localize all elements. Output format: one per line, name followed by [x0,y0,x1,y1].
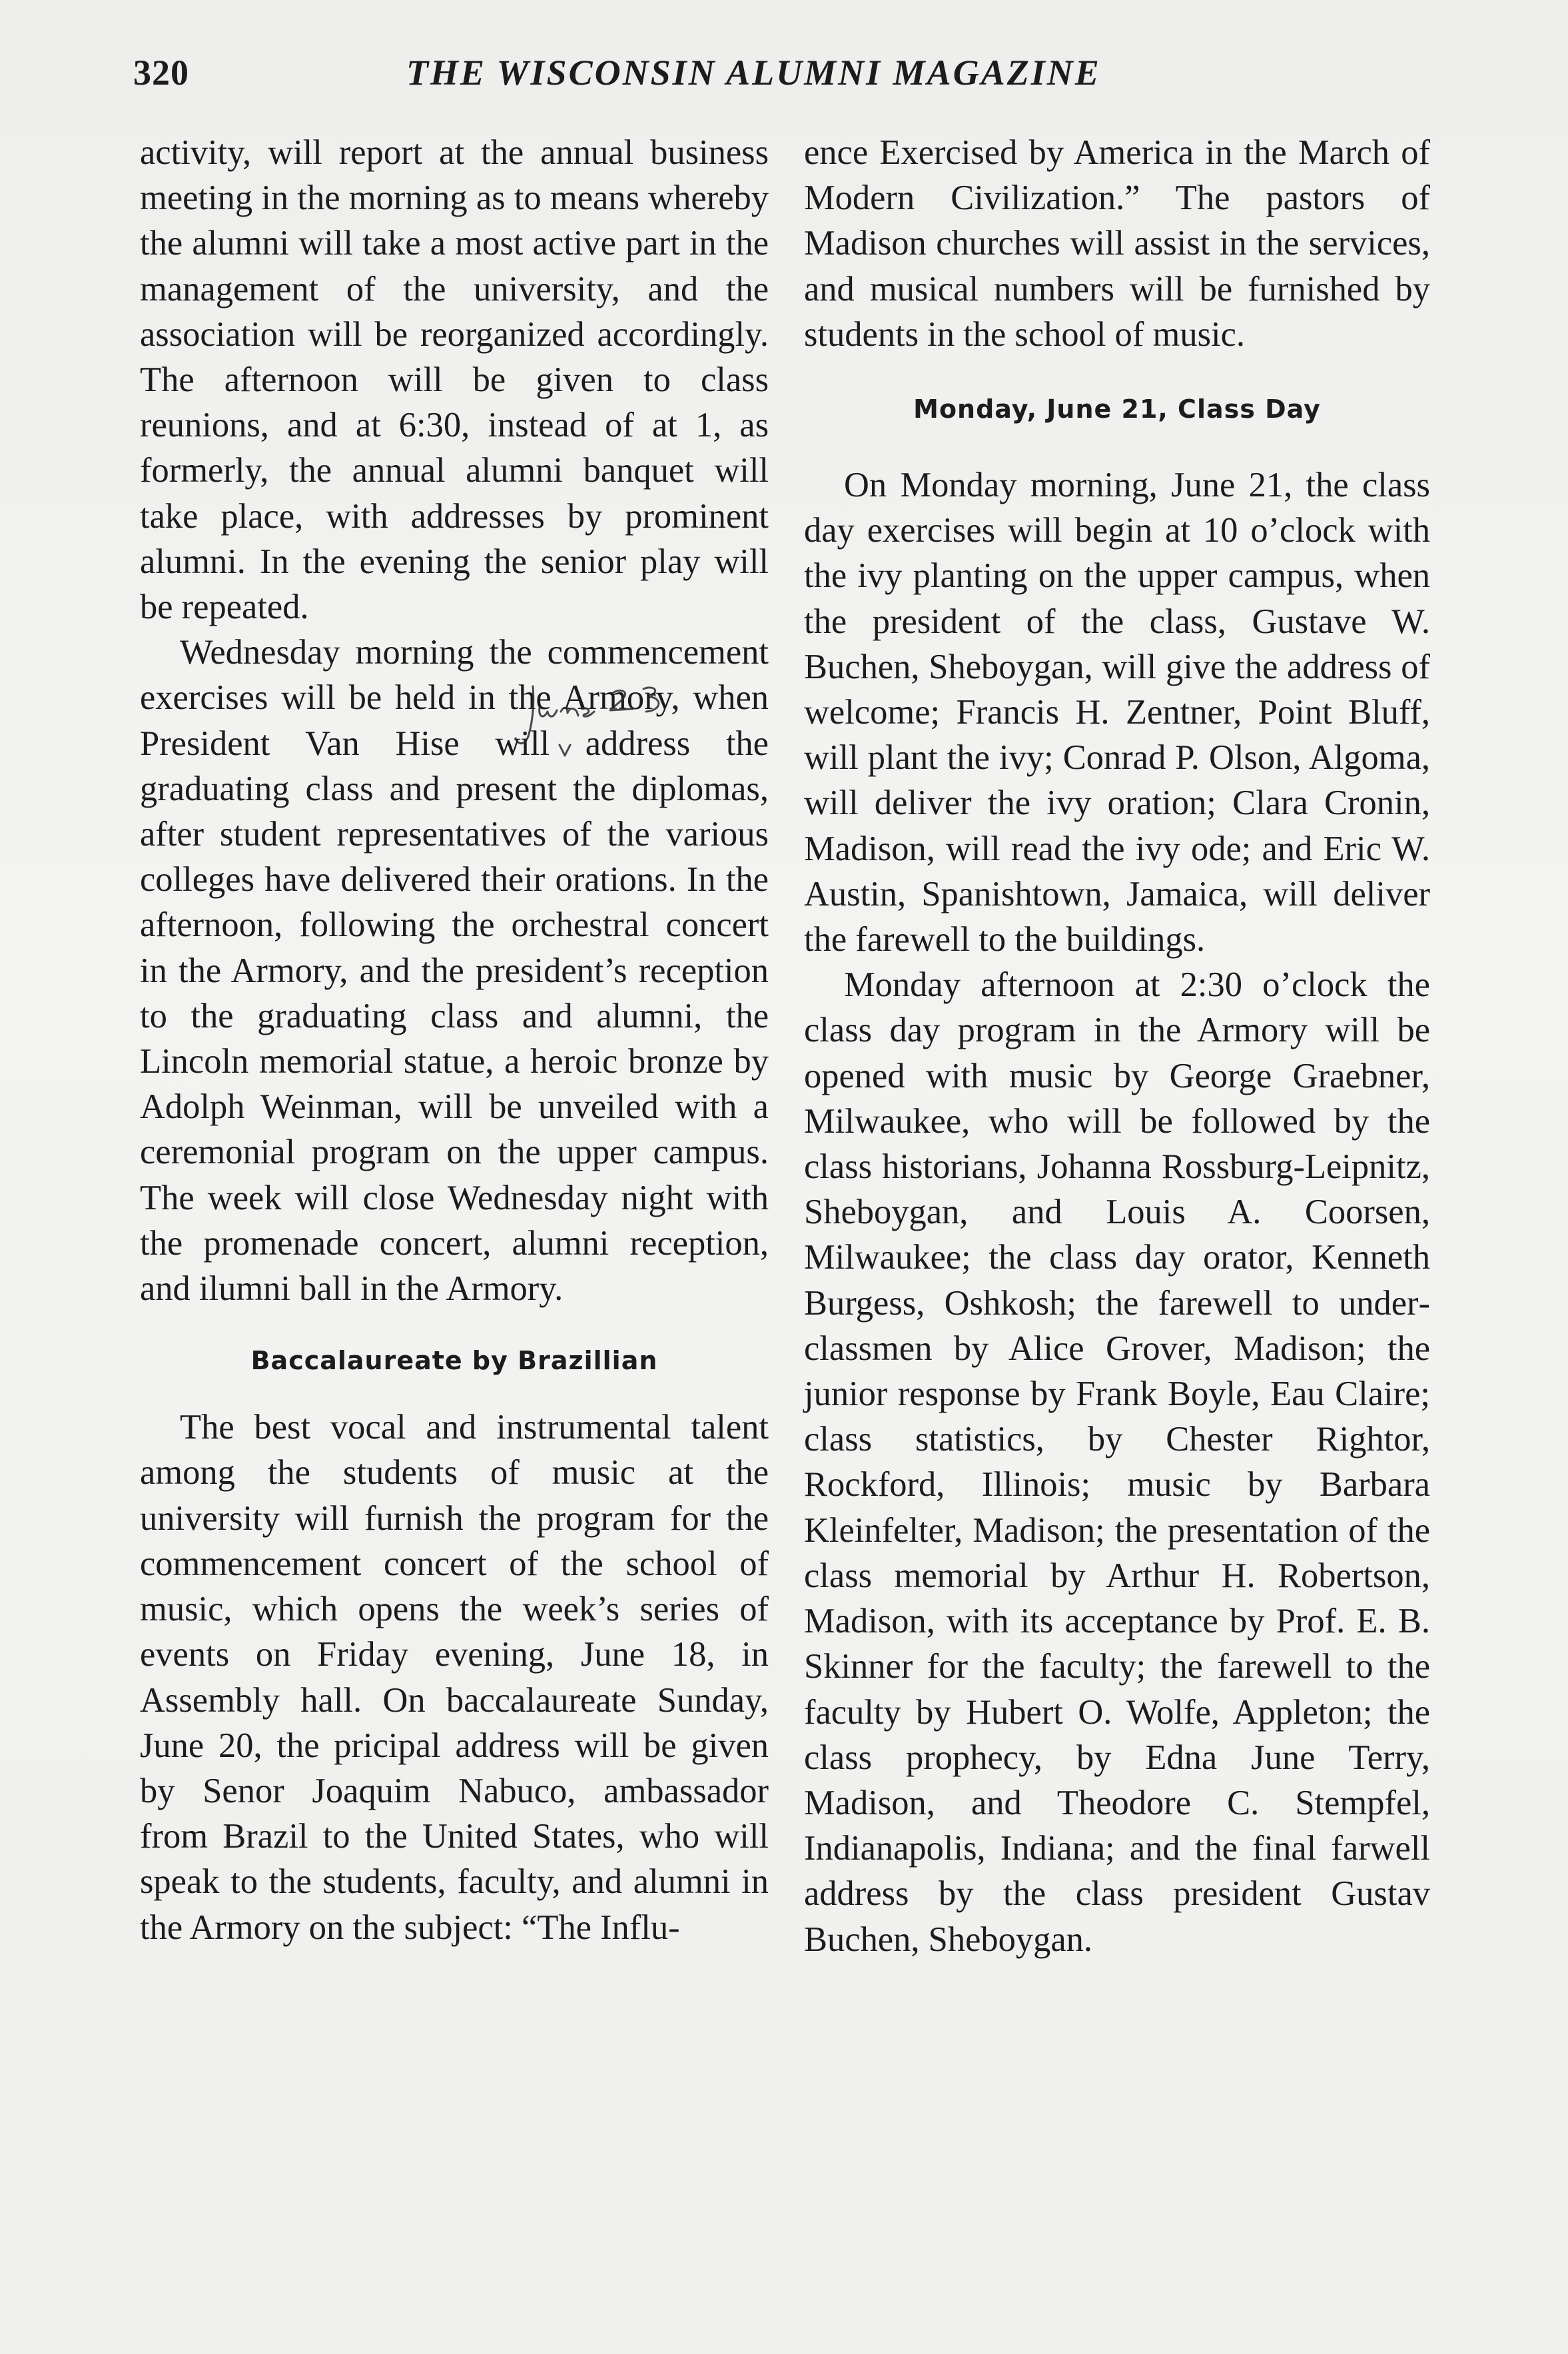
right-paragraph-2: On Monday morning, June 21, the class day exercises will begin at 10 o’clock with the ivy planting on the upper campus, when the president of the class, Gustave W. Buchen, Sheboygan, will give the address of welcome; Francis H. Zentner, Point Bluff, will plant the ivy; Conrad P. Olson, Algoma, will deliver the ivy oration; Clara Cronin, Madison, will read the ivy ode; and Eric W. Austin, Spanishtown, Jamaica, will deliver the farewell to the buildings. [804,466,1430,959]
magazine-title: THE WISCONSIN ALUMNI MAGAZINE [406,53,1101,93]
left-column [140,130,769,1950]
handwritten-annotation-june-23 [513,673,733,766]
handwriting-stroke [610,690,633,710]
handwriting-stroke [643,688,659,712]
handwriting-stroke [582,708,594,716]
handwriting-stroke [516,686,534,744]
page-header [133,52,1439,105]
section-heading-baccalaureate: Baccalaureate by Brazillian [250,1346,658,1376]
right-paragraph-3: Monday afternoon at 2:30 o’clock the class day program in the Armory will be opened with music by George Graebner, Milwaukee, who will be followed by the class historians, Johanna Rossburg-Leipnitz, Sheboygan, and Louis A. Coorsen, Milwaukee; the class day orator, Kenneth Burgess, Oshkosh; the farewell to underclassmen by Alice Grover, Madison; the junior response by Frank Boyle, Eau Claire; class statistics, by Chester Rightor, Rockford, Illinois; music by Barbara Kleinfelter, Madison; the presentation of the class memorial by Arthur H. Robertson, Madison, with its acceptance by Prof. E. B. Skinner for the faculty; the farewell to the faculty by Hubert O. Wolfe, Appleton; the class prophecy, by Edna June Terry, Madison, and Theodore C. Stempfel, Indianapolis, Indiana; and the final farwell address by the class president Gustav Buchen, Sheboygan. [804,965,1430,1959]
handwriting-caret [560,745,570,756]
section-heading-class-day: Monday, June 21, Class Day [913,394,1321,424]
page-number: 320 [133,53,189,93]
handwriting-stroke [540,708,557,716]
handwriting-stroke [561,708,578,716]
right-column [804,130,1430,1962]
left-paragraph-1: activity, will report at the annual business meeting in the morning as to means whereby the alumni will take a most active part in the management of the university, and the association will be reorganized accordingly. The afternoon will be given to class reunions, and at 6:30, instead of at 1, as formerly, the annual alumni banquet will take place, with addresses by prominent alumni. In the evening the senior play will be repeated. [140,133,769,627]
left-paragraph-3: The best vocal and instrumental talent among the students of music at the university will furnish the program for the commencement concert of the school of music, which opens the week’s series of events on Friday evening, June 18, in Assembly hall. On baccalaureate Sunday, June 20, the pricipal address will be given by Senor Joaquim Nabuco, ambassador from Brazil to the United States, who will speak to the students, faculty, and alumni in the Armory on the subject: “The Influ- [140,1408,769,1947]
right-paragraph-1: ence Exercised by America in the March of Modern Civilization.” The pastors of Madison churches will assist in the services, and musical numbers will be furnished by students in the school of music. [804,133,1430,354]
left-paragraph-2: Wednesday morning the commencement exercises will be held in the Armory, when President Van Hise will address the graduating class and present the diplomas, after student representatives of the various colleges have delivered their orations. In the afternoon, following the orchestral concert in the Armory, and the president’s reception to the graduating class and alumni, the Lincoln memorial statue, a heroic bronze by Adolph Weinman, will be unveiled with a ceremonial program on the upper campus. The week will close Wednesday night with the promenade concert, alumni reception, and ilumni ball in the Armory. [140,633,769,1309]
